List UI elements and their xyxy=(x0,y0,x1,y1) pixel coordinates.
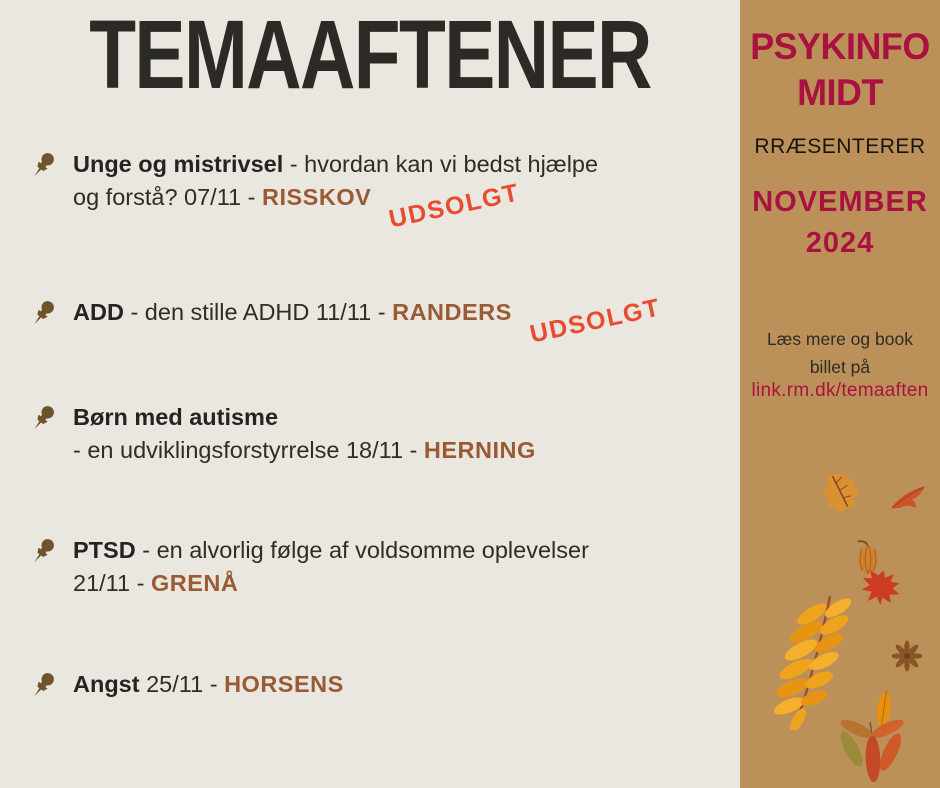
month-line1: NOVEMBER xyxy=(752,186,928,218)
event-text xyxy=(73,148,599,234)
maple-leaf-icon xyxy=(858,568,903,606)
presents-label: RRÆSENTERER xyxy=(754,135,926,158)
star-anise-icon xyxy=(891,640,923,672)
event-title: Unge og mistrivsel xyxy=(73,151,284,177)
event-item-unge-og-mistrivsel xyxy=(28,148,708,234)
cta-line2: billet på xyxy=(809,357,871,377)
event-desc: - hvordan kan vi bedst hjælpe xyxy=(283,151,599,177)
pushpin-icon xyxy=(28,149,60,183)
event-desc: - den stille ADHD 11/11 - xyxy=(123,299,393,325)
month-line2: 2024 xyxy=(805,227,875,259)
oak-leaf-icon xyxy=(816,468,866,516)
event-title: ADD xyxy=(73,299,124,325)
page-title: TEMAAFTENER xyxy=(89,0,651,109)
event-city: HORSENS xyxy=(224,671,344,697)
event-city: GRENÅ xyxy=(150,570,239,596)
event-title: Børn med autisme xyxy=(73,404,279,430)
pushpin-icon xyxy=(28,297,60,331)
event-desc: og forstå? 07/11 - xyxy=(73,184,262,210)
cta-text xyxy=(740,325,940,381)
brand-line1: PSYKINFO xyxy=(750,26,930,67)
event-desc: 25/11 - xyxy=(139,671,225,697)
event-city: RANDERS xyxy=(392,299,512,325)
event-item-boern-med-autisme xyxy=(28,401,708,467)
pushpin-icon xyxy=(28,535,60,569)
cta-line1: Læs mere og book xyxy=(767,329,913,349)
soldout-badge: UDSOLGT xyxy=(386,178,523,234)
sidebar xyxy=(740,0,940,788)
event-desc: - en udviklingsforstyrrelse 18/11 - xyxy=(73,437,424,463)
brand-line2: MIDT xyxy=(797,72,883,113)
event-text xyxy=(73,668,344,701)
small-red-leaf-icon xyxy=(889,482,927,513)
pushpin-icon xyxy=(28,402,60,436)
rowan-leaf-icon xyxy=(768,592,858,730)
event-text xyxy=(73,401,536,467)
event-item-add xyxy=(28,293,708,349)
month-label xyxy=(740,182,940,264)
event-desc: - en alvorlig følge af voldsomme oplevelser xyxy=(135,537,589,563)
pushpin-icon xyxy=(28,669,60,703)
event-text xyxy=(73,534,589,600)
event-item-ptsd xyxy=(28,534,708,600)
event-desc: 21/11 - xyxy=(73,570,151,596)
booking-link[interactable]: link.rm.dk/temaaften xyxy=(751,380,929,401)
event-city: RISSKOV xyxy=(262,184,372,210)
event-city: HERNING xyxy=(423,437,536,463)
event-text xyxy=(73,293,663,349)
soldout-badge: UDSOLGT xyxy=(527,293,663,349)
event-title: Angst xyxy=(73,671,140,697)
event-title: PTSD xyxy=(73,537,136,563)
creeper-leaf-icon xyxy=(830,720,914,788)
event-item-angst xyxy=(28,668,708,703)
brand-name xyxy=(743,24,937,116)
